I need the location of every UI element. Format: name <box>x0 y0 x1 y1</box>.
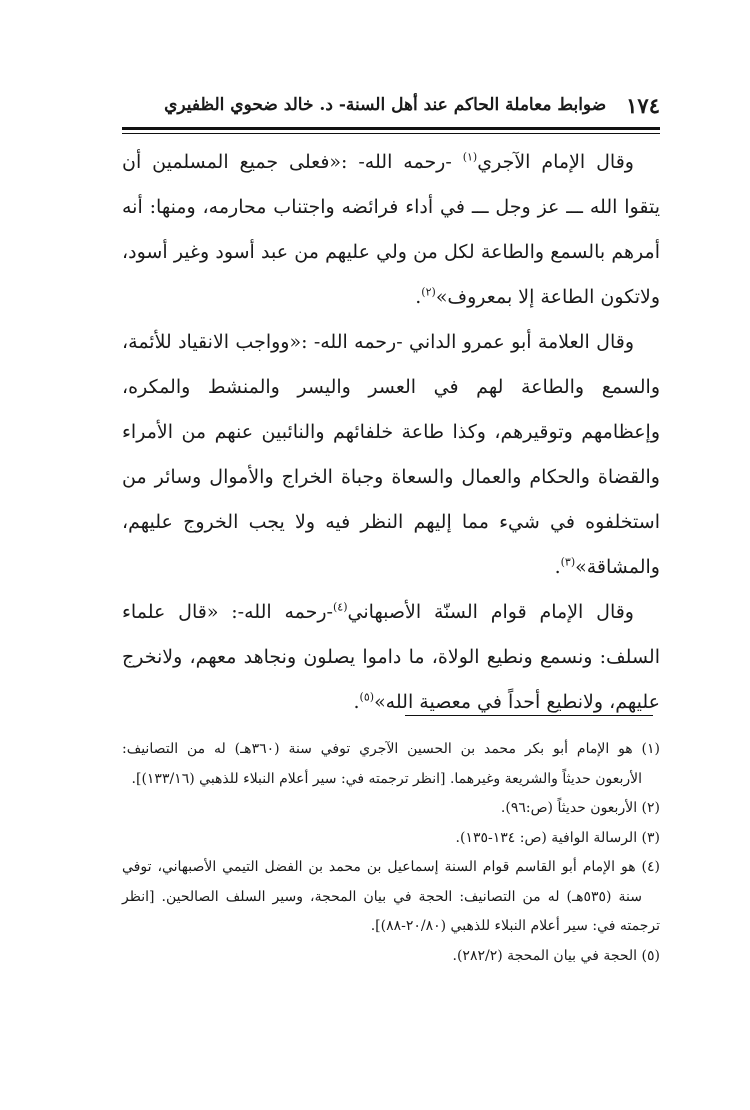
paragraph-text: -رحمه الله- :«فعلى جميع المسلمين أن يتقوا الله ـــ عز وجل ـــ في أداء فرائضه واجتناب محارمه، ومنها: أنه أمرهم بالسمع والطاعة لكل من ولي عليهم من عبد أسود وغير أسود، ولاتكون الطاعة إلا بمعروف» <box>122 151 660 308</box>
paragraph-text: . <box>554 556 561 578</box>
paragraph-text: . <box>353 691 360 713</box>
running-header <box>122 90 660 120</box>
header-rule-thin <box>122 133 660 134</box>
footnote-2 <box>122 794 660 824</box>
footnote-ref-5: (٥) <box>359 690 375 704</box>
paragraph-text: وقال الإمام قوام السنّة الأصبهاني <box>347 601 634 623</box>
footnote-text: سنة (٥٣٥هـ) له من التصانيف: الحجة في بيان المحجة، وسير السلف الصالحين. [انظر ترجمته في: سير أعلام النبلاء للذهبي (٢٠/٨٠-٨٨)]. <box>122 888 660 934</box>
footnote-1 <box>122 735 660 794</box>
paragraph-text: . <box>415 286 422 308</box>
paragraph-asbahani <box>122 590 660 725</box>
footnote-ref-1: (١) <box>462 150 478 164</box>
footnote-ref-2: (٢) <box>421 285 436 299</box>
footnote-ref-4: (٤) <box>332 600 348 614</box>
header-rule-thick <box>122 127 660 130</box>
footnote-text: الأربعون حديثاً والشريعة وغيرهما. [انظر ترجمته في: سير أعلام النبلاء للذهبي (١٣٣/١٦)]. <box>131 770 642 787</box>
page-number: ١٧٤ <box>626 92 660 118</box>
paragraph-dani <box>122 320 660 590</box>
footnotes <box>122 735 660 971</box>
footnote-separator <box>405 715 653 716</box>
paragraph-text: وقال العلامة أبو عمرو الداني -رحمه الله- :«وواجب الانقياد للأئمة، والسمع والطاعة لهم في العسر واليسر والمنشط والمكره، وإعظامهم وتوقيرهم، وكذا طاعة خلفائهم والنائبين عنهم من الأمراء والقضاة والحكام والعمال والسعاة وجباة الخراج والأموال وسائر من استخلفوه في شيء مما إليهم النظر فيه ولا يجب الخروج عليهم، والمشاقة» <box>122 331 660 578</box>
footnote-text: (١) هو الإمام أبو بكر محمد بن الحسين الآجري توفي سنة (٣٦٠هـ) له من التصانيف: <box>122 741 660 757</box>
footnote-text: (٣) الرسالة الوافية (ص: ١٣٤-١٣٥). <box>455 829 660 846</box>
footnote-text: (٥) الحجة في بيان المحجة (٢٨٢/٢). <box>452 947 660 964</box>
paragraph-text: -رحمه الله-: «قال علماء السلف: ونسمع ونطيع الولاة، ما داموا يصلون ونجاهد معهم، ولانخرج عليهم، ولانطيع أحداً في معصية الله» <box>122 601 660 713</box>
footnote-4 <box>122 853 660 942</box>
main-text <box>122 140 660 725</box>
footnote-ref-3: (٣) <box>560 555 576 569</box>
footnote-3 <box>122 824 660 854</box>
footnote-text: (٢) الأربعون حديثاً (ص:٩٦). <box>500 800 660 816</box>
running-title: ضوابط معاملة الحاكم عند أهل السنة- د. خالد ضحوي الظفيري <box>164 95 607 115</box>
paragraph-ajurri <box>122 140 660 320</box>
footnote-5 <box>122 942 660 972</box>
paragraph-text: وقال الإمام الآجري <box>477 151 634 173</box>
footnote-text: (٤) هو الإمام أبو القاسم قوام السنة إسماعيل بن محمد بن الفضل التيمي الأصبهاني، توفي <box>122 859 660 875</box>
